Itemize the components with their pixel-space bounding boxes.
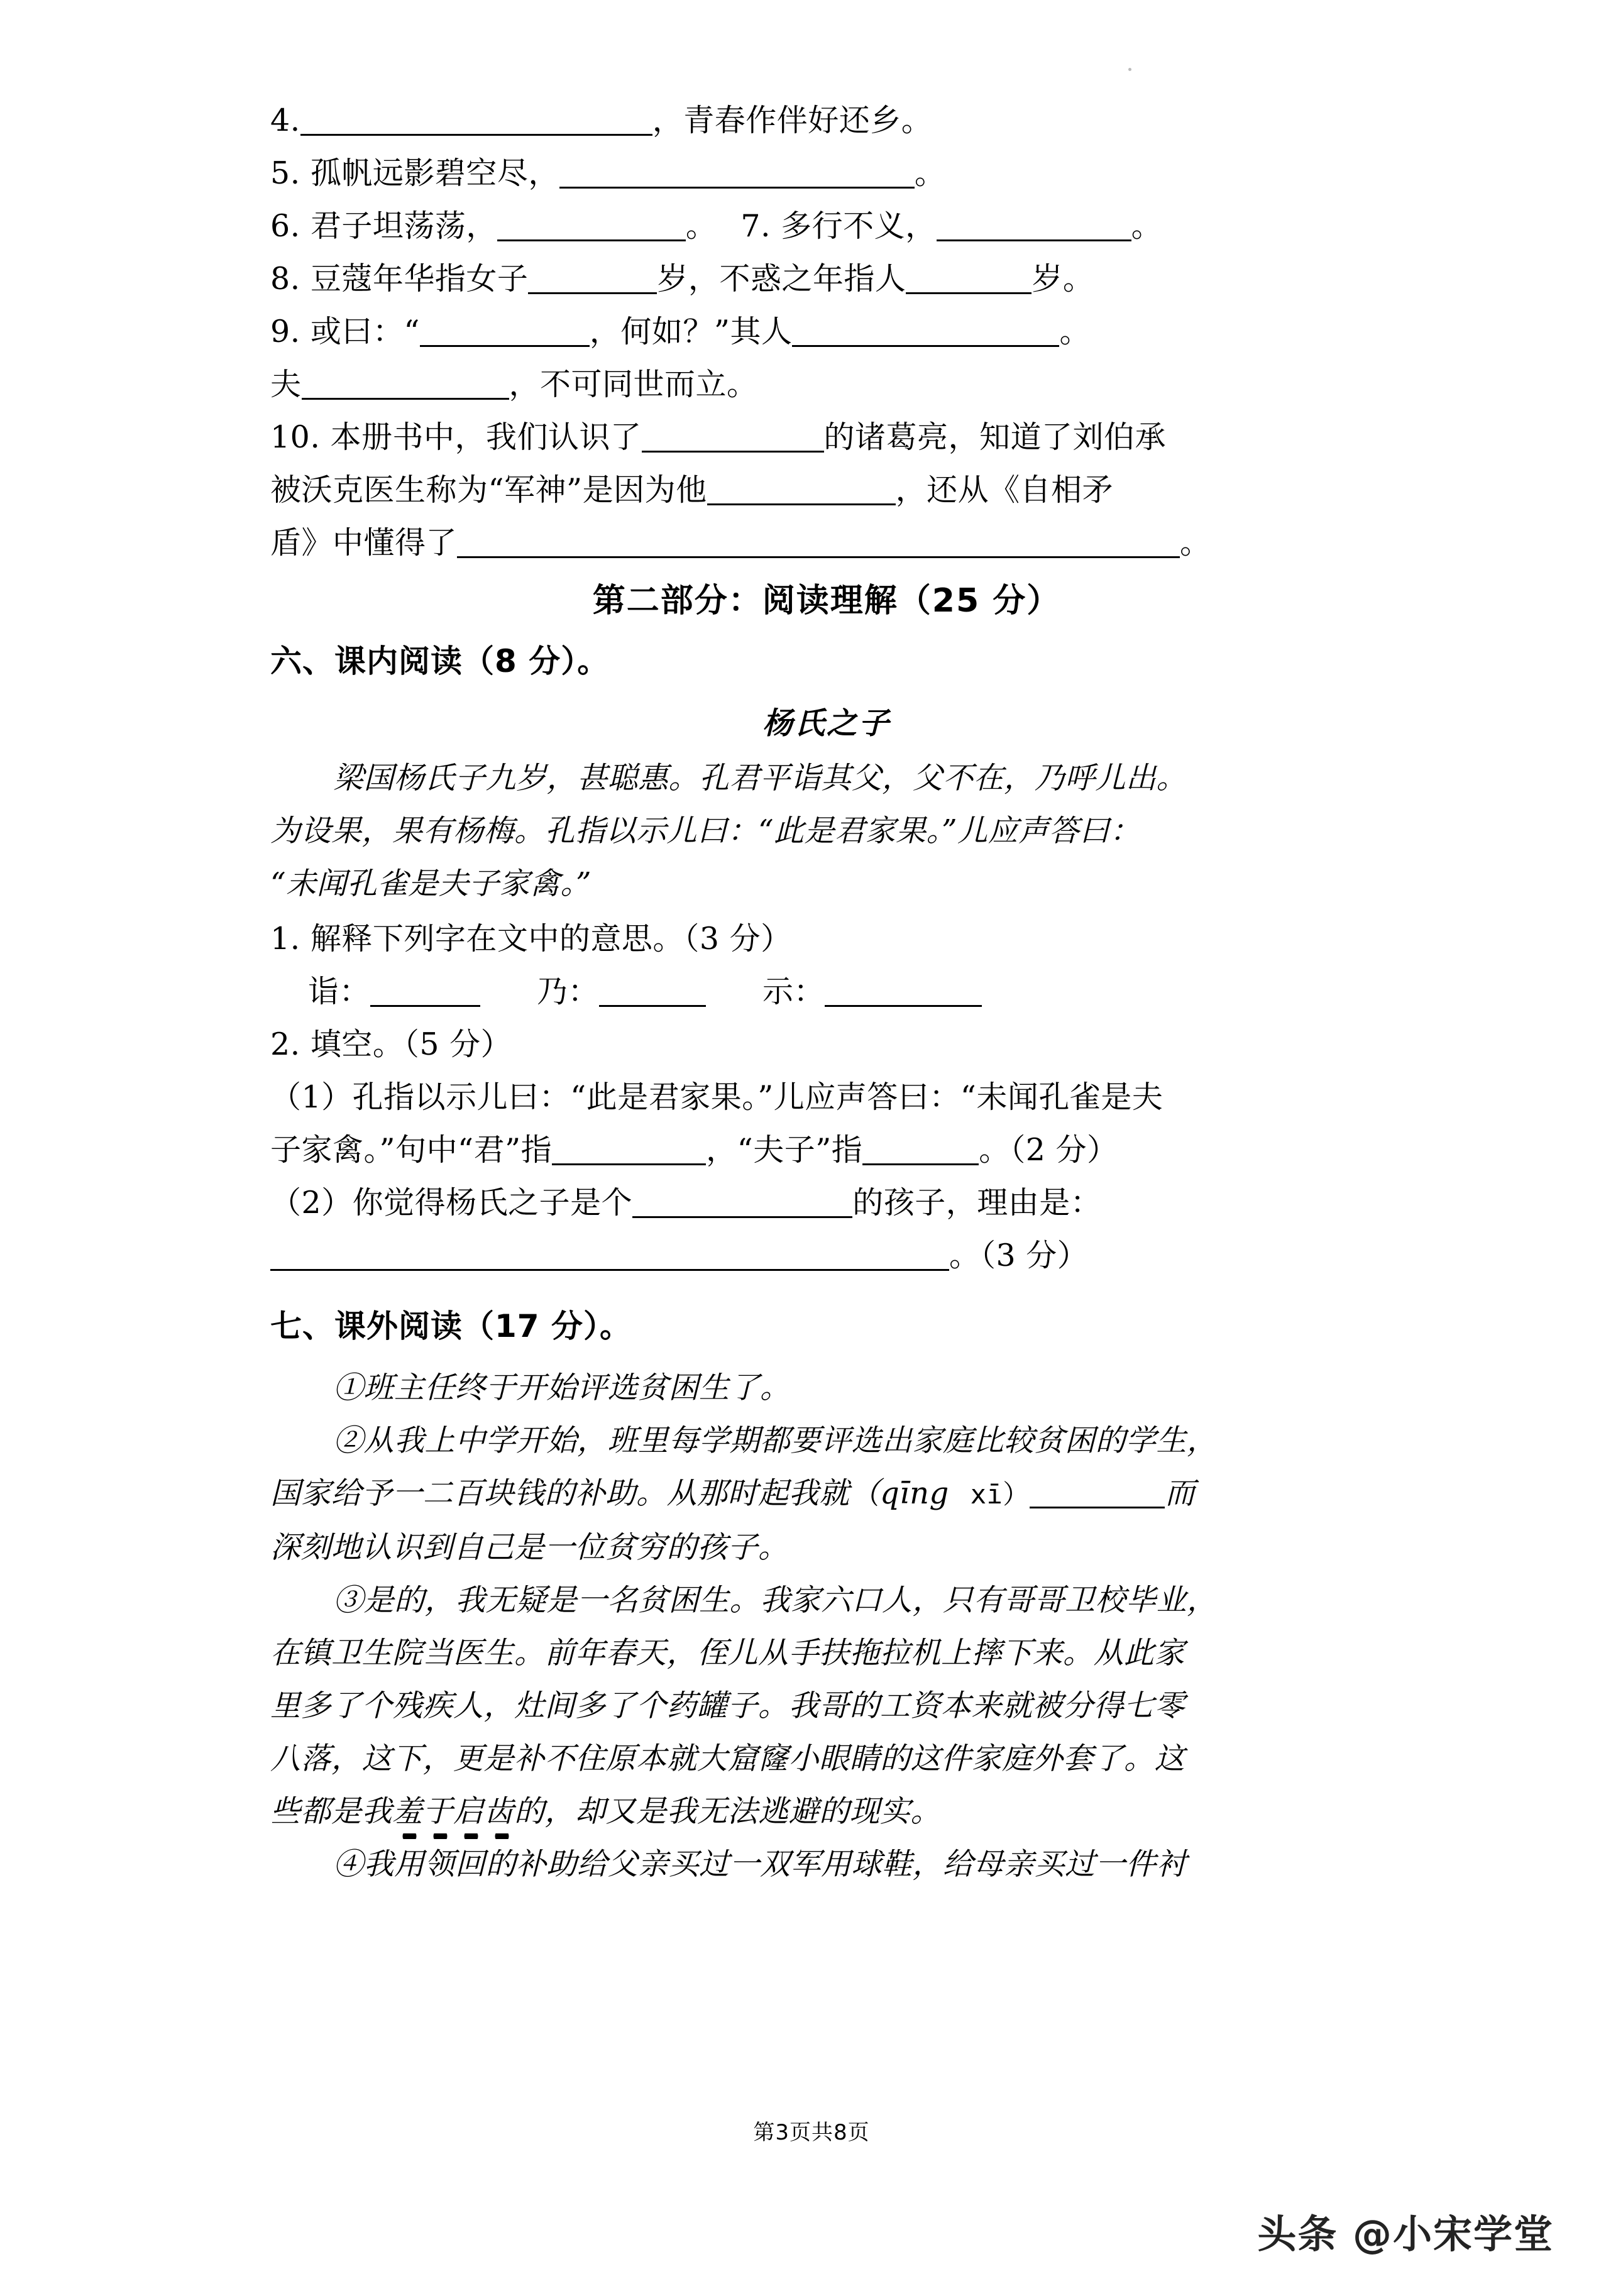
question-10-line2-prefix: 被沃克医生称为“军神”是因为他 bbox=[270, 472, 707, 508]
question-10-line3-suffix: 。 bbox=[1180, 525, 1211, 561]
q2-2-line2-suffix: 。（3 分） bbox=[949, 1238, 1089, 1273]
q2-2-blank-2[interactable] bbox=[270, 1240, 949, 1271]
question-5-suffix: 。 bbox=[914, 155, 946, 191]
q2-1-blank-jun[interactable] bbox=[552, 1134, 706, 1165]
q1-char-3-blank[interactable] bbox=[825, 976, 982, 1007]
question-5 bbox=[270, 147, 1383, 200]
passage-paragraph-2-line-1: ②从我上中学开始，班里每学期都要评选出家庭比较贫困的学生， bbox=[333, 1423, 1218, 1458]
p2-fill-blank[interactable] bbox=[1030, 1478, 1165, 1508]
question-6-7 bbox=[270, 200, 1383, 253]
question-8-blank-2[interactable] bbox=[906, 263, 1032, 294]
passage-paragraph-2-line-3: 深刻地认识到自己是一位贫穷的孩子。 bbox=[270, 1530, 789, 1565]
section-six-q2-2-line-2 bbox=[270, 1229, 1383, 1282]
question-9-prefix: 9. 或曰：“ bbox=[270, 314, 420, 349]
question-6-blank[interactable] bbox=[497, 211, 686, 241]
question-9-line2-suffix: ，不可同世而立。 bbox=[509, 366, 758, 402]
question-5-blank[interactable] bbox=[559, 158, 915, 189]
question-4-blank[interactable] bbox=[300, 105, 652, 136]
question-10-blank-2[interactable] bbox=[707, 475, 896, 505]
passage-paragraph-3-line-1: ③是的，我无疑是一名贫困生。我家六口人，只有哥哥卫校毕业， bbox=[333, 1583, 1218, 1618]
section-six-q1-label: 1. 解释下列字在文中的意思。（3 分） bbox=[270, 921, 792, 957]
question-9-blank-3[interactable] bbox=[302, 369, 509, 400]
wenyan-passage-line-3: “未闻孔雀是夫子家禽。” bbox=[270, 866, 592, 901]
question-4-prefix: 4. bbox=[270, 102, 300, 138]
page-content bbox=[270, 94, 1383, 1891]
question-9-blank-1[interactable] bbox=[420, 316, 590, 347]
watermark-logo: 头条 @小宋学堂 bbox=[1257, 2211, 1554, 2257]
q2-2-line1-a: （2）你觉得杨氏之子是个 bbox=[270, 1185, 633, 1221]
question-9-line-2 bbox=[270, 358, 1383, 411]
passage-paragraph-1: ①班主任终于开始评选贫困生了。 bbox=[333, 1370, 791, 1405]
wenyan-passage-title: 杨氏之子 bbox=[762, 706, 891, 741]
section-six-q2-2-line-1 bbox=[270, 1177, 1383, 1229]
q1-char-1-label: 诣： bbox=[308, 974, 371, 1009]
page-footer: 第3页共8页 bbox=[753, 2120, 870, 2145]
question-8-suffix: 岁。 bbox=[1032, 261, 1094, 297]
question-10-mid-1: 的诸葛亮，知道了刘伯承 bbox=[823, 419, 1167, 455]
question-9-line-1 bbox=[270, 305, 1383, 358]
passage-paragraph-2-line-2 bbox=[270, 1467, 1383, 1521]
question-4 bbox=[270, 94, 1383, 147]
question-9-blank-2[interactable] bbox=[792, 316, 1059, 347]
section-six-q1-answer-row bbox=[270, 965, 1383, 1018]
question-10-line-3 bbox=[270, 517, 1383, 569]
q2-1-line2-c: 。（2 分） bbox=[979, 1132, 1118, 1168]
question-7-blank[interactable] bbox=[937, 211, 1131, 241]
question-9-mid: ，何如？”其人 bbox=[589, 314, 793, 349]
question-9-suffix: 。 bbox=[1059, 314, 1091, 349]
section-seven-title: 七、课外阅读（17 分）。 bbox=[270, 1308, 632, 1344]
q2-1-blank-fuzi[interactable] bbox=[862, 1134, 979, 1165]
question-9-line2-prefix: 夫 bbox=[270, 366, 302, 402]
wenyan-passage-line-2: 为设果，果有杨梅。孔指以示儿曰：“此是君家果。”儿应声答曰： bbox=[270, 813, 1141, 849]
q1-char-1-blank[interactable] bbox=[370, 976, 480, 1007]
passage-paragraph-3-line-4: 八落，这下，更是补不住原本就大窟窿小眼睛的这件家庭外套了。这 bbox=[270, 1741, 1186, 1776]
wenyan-passage-line-1: 梁国杨氏子九岁，甚聪惠。孔君平诣其父，父不在，乃呼儿出。 bbox=[333, 761, 1187, 796]
section-six-q2-1-line-1: （1）孔指以示儿曰：“此是君家果。”儿应声答曰：“未闻孔雀是夫 bbox=[270, 1079, 1164, 1115]
q1-char-2-label: 乃： bbox=[537, 974, 600, 1009]
p3-line5-a: 些都是我 bbox=[270, 1794, 393, 1829]
p2-pinyin-xi: xī） bbox=[970, 1479, 1030, 1510]
question-6-prefix: 6. 君子坦荡荡， bbox=[270, 208, 497, 244]
section-six-q2-1-line-2 bbox=[270, 1124, 1383, 1177]
question-10-mid-2: ，还从《自相矛 bbox=[895, 472, 1114, 508]
p3-line5-b: 的，却又是我无法逃避的现实。 bbox=[514, 1794, 942, 1829]
question-5-prefix: 5. 孤帆远影碧空尽， bbox=[270, 155, 559, 191]
q2-2-blank-1[interactable] bbox=[632, 1187, 852, 1218]
q1-char-2-blank[interactable] bbox=[599, 976, 706, 1007]
q1-char-3-label: 示： bbox=[762, 974, 825, 1009]
question-8-mid: 岁，不惑之年指人 bbox=[657, 261, 906, 297]
passage-paragraph-4-line-1: ④我用领回的补助给父亲买过一双军用球鞋，给母亲买过一件衬 bbox=[333, 1847, 1187, 1882]
question-8-blank-1[interactable] bbox=[528, 263, 657, 294]
question-10-blank-1[interactable] bbox=[642, 422, 824, 453]
question-8 bbox=[270, 253, 1383, 305]
question-8-prefix: 8. 豆蔻年华指女子 bbox=[270, 261, 529, 297]
q2-1-line2-b: ，“夫子”指 bbox=[706, 1132, 863, 1168]
section-six-q2-label: 2. 填空。（5 分） bbox=[270, 1026, 512, 1062]
question-6-mid: 。 bbox=[685, 208, 717, 244]
q2-2-line1-b: 的孩子，理由是： bbox=[852, 1185, 1102, 1221]
passage-paragraph-3-line-3: 里多了个残疾人，灶间多了个药罐子。我哥的工资本来就被分得七零 bbox=[270, 1688, 1186, 1723]
p2-line2-b: 而 bbox=[1164, 1476, 1196, 1511]
question-10-line3-prefix: 盾》中懂得了 bbox=[270, 525, 458, 561]
section-six-title: 六、课内阅读（8 分）。 bbox=[270, 643, 610, 679]
p3-emphasized-phrase: 羞于启齿 bbox=[392, 1794, 515, 1829]
question-10-line-1 bbox=[270, 411, 1383, 464]
passage-paragraph-3-line-2: 在镇卫生院当医生。前年春天，侄儿从手扶拖拉机上摔下来。从此家 bbox=[270, 1635, 1186, 1671]
question-10-prefix: 10. 本册书中，我们认识了 bbox=[270, 419, 642, 455]
question-4-suffix: ，青春作伴好还乡。 bbox=[652, 102, 933, 138]
p2-line2-a: 国家给予一二百块钱的补助。从那时起我就（qīng bbox=[270, 1476, 949, 1511]
scan-artifact-dot bbox=[1128, 68, 1131, 71]
question-10-line-2 bbox=[270, 464, 1383, 517]
passage-paragraph-3-line-5 bbox=[270, 1785, 1383, 1838]
question-7-prefix: 7. 多行不义， bbox=[740, 208, 937, 244]
question-7-suffix: 。 bbox=[1131, 208, 1163, 244]
part-two-title: 第二部分：阅读理解（25 分） bbox=[592, 582, 1061, 620]
question-10-blank-3[interactable] bbox=[457, 527, 1180, 558]
q2-1-line2-a: 子家禽。”句中“君”指 bbox=[270, 1132, 553, 1168]
